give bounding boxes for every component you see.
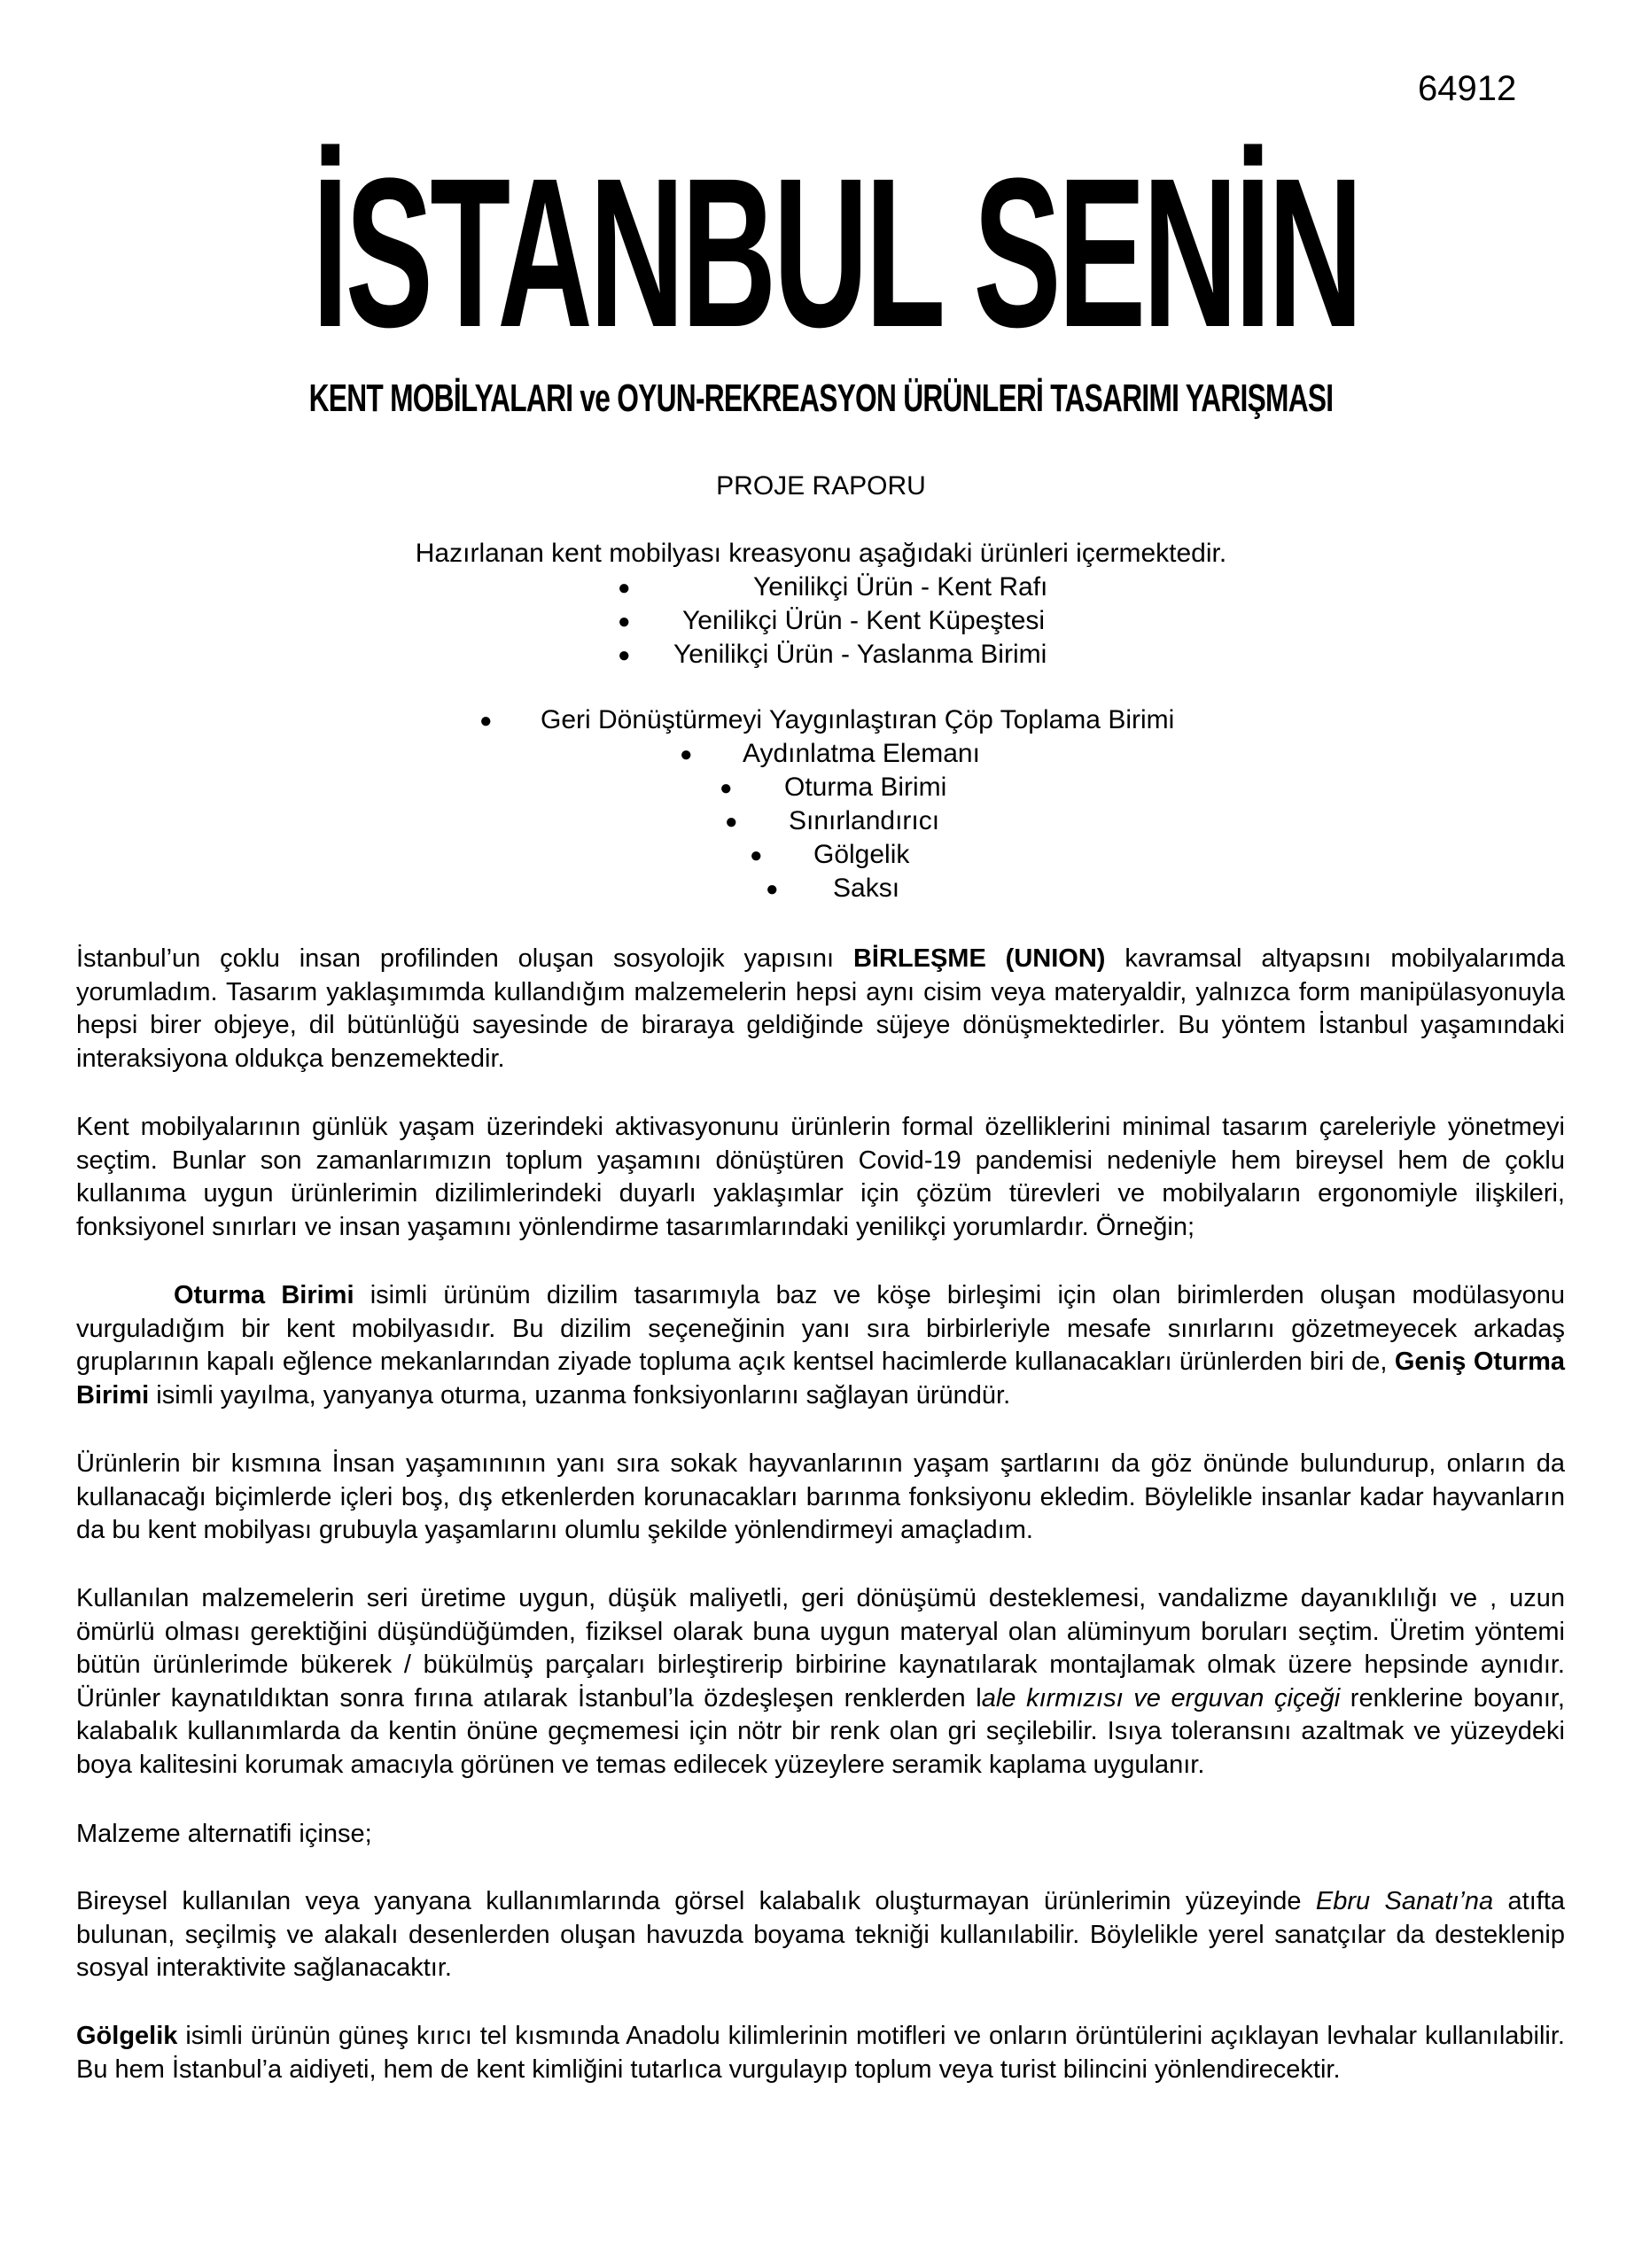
text-run: Kent mobilyalarının günlük yaşam üzerindeki aktivasyonunu ürünlerin formal özelliklerini minimal tasarım çareleriyle yönetmeyi seçtim. Bunlar son zamanlarımızın toplum yaşamını dönüştüren Covid-19 pandemisi nedeniyle hem bireysel hem de çoklu kullanıma uygun ürünlerimin dizilimlerindeki duyarlı yaklaşımlar için çözüm türevleri ve mobilyaların ergonomiyle ilişkileri, fonksiyonel sınırları ve insan yaşamını yönlendirme tasarımlarındaki yenilikçi yorumlardır. Örneğin; [76,1113,1565,1241]
bullet-icon: ● [725,810,738,834]
paragraph-activation [76,1111,1565,1244]
bullet-icon: ● [680,742,693,766]
text-run: Ürünlerin bir kısmına İnsan yaşamınının yanı sıra sokak hayvanlarının yaşam şartlarını da göz önünde bulundurup, onların da kullanacağı biçimlerde içleri boş, dış etkenlerden korunacakları barınma fonksiyonu ekledim. Böylelikle insanlar kadar hayvanların da bu kent mobilyası grubuyla yaşamlarını olumlu şekilde yönlendirmeyi amaçladım. [76,1449,1565,1544]
text-run: kavramsal altyapsını mobilyalarımda yorumladım. Tasarım yaklaşımımda kullandığım malzemelerin hepsi aynı cisim veya materyaldir, yalnızca form manipülasyonuyla hepsi birer objeye, dil bütünlüğü sayesinde de biraraya geldiğinde süjeye dönüşmektedirler. Bu yöntem İstanbul yaşamındaki interaksiyona oldukça benzemektedir. [76,944,1565,1073]
list-item-label: Yenilikçi Ürün - Kent Küpeştesi [682,606,1046,635]
emphasis-union: BİRLEŞME (UNION) [852,944,1106,973]
list-item [0,739,1642,773]
paragraph-ebru [76,1885,1565,1985]
bullet-icon: ● [618,610,631,633]
list-item-label: Aydınlatma Elemanı [743,739,980,768]
document-title: İSTANBUL SENİN [312,134,1360,371]
list-item [0,705,1642,739]
text-run: isimli ürünün güneş kırıcı tel kısmında Anadolu kilimlerinin motifleri ve onların örüntülerini açıklayan levhalar kullanılabilir. Bu hem İstanbul’a aidiyeti, hem de kent kimliğini tutarlıca vurgulayıp toplum veya turist bilincini yönlendirecektir. [76,2022,1565,2084]
bullet-icon: ● [766,877,779,901]
page-number: 64912 [1418,69,1517,108]
text-run: Malzeme alternatifi içinse; [76,1820,372,1848]
list-item-label: Saksı [833,874,900,903]
bullet-icon: ● [720,776,733,800]
bullet-icon: ● [618,576,631,600]
list-item-label: Yenilikçi Ürün - Kent Rafı [753,572,1048,602]
list-item-label: Sınırlandırıcı [789,806,940,835]
paragraph-seating-unit [76,1279,1565,1412]
emphasis-golgelik: Gölgelik [76,2022,178,2050]
list-item-label: Gölgelik [813,840,910,869]
bullet-icon: ● [618,643,631,667]
text-run: İstanbul’un çoklu insan profilinden oluşan sosyolojik yapısını [76,944,853,973]
list-item [0,606,1642,640]
list-item [0,874,1642,907]
list-item [0,806,1642,840]
emphasis-colors: ale kırmızısı ve erguvan çiçeği [981,1683,1341,1713]
document-subtitle: KENT MOBİLYALARI ve OYUN-REKREASYON ÜRÜNLERİ TASARIMI YARIŞMASI [308,377,1334,420]
list-item [0,840,1642,874]
text-run: Kullanılan malzemelerin seri üretime uygun, düşük maliyetli, geri dönüşümü desteklemesi, vandalizme dayanıklılığı ve , uzun ömürlü olması gerektiğini düşündüğümden, fiziksel olarak buna uygun materyal olan alüminyum boruları seçtim. Üretim yöntemi bütün ürünlerimde bükerek / bükülmüş parçaları birleştirerip birbirine kaynatılarak montajlamak olmak üzere hepsinde aynıdır. Ürünler kaynatıldıktan sonra fırına atılarak İstanbul’la özdeşleşen renklerden l [76,1584,1565,1713]
bullet-icon: ● [479,709,493,733]
report-label: PROJE RAPORU [716,471,926,501]
text-run: Bireysel kullanılan veya yanyana kullanımlarında görsel kalabalık oluşturmayan ürünlerimin yüzeyinde [76,1887,1316,1915]
bullet-icon: ● [750,843,763,867]
paragraph-alternative-heading [76,1818,1565,1852]
text-run: atıfta bulunan, seçilmiş ve alakalı desenlerden oluşan havuzda boyama tekniği kullanılabilir. Böylelikle yerel sanatçılar da desteklenip sosyal interaktivite sağlanacaktır. [76,1887,1566,1982]
paragraph-materials [76,1582,1565,1782]
text-run: isimli yayılma, yanyanya oturma, uzanma fonksiyonlarını sağlayan üründür. [149,1380,1011,1410]
emphasis-genis-oturma-birimi: Geniş Oturma Birimi [76,1348,1565,1410]
paragraph-animals [76,1448,1565,1548]
emphasis-ebru: Ebru Sanatı’na [1315,1887,1494,1915]
text-run: renklerine boyanır, kalabalık kullanımlarda da kentin önüne geçmemesi için nötr bir renk olan gri seçilebilir. Isıya toleransını azaltmak ve yüzeydeki boya kalitesini korumak amacıyla görünen ve temas edilecek yüzeylere seramik kaplama uygulanır. [76,1683,1565,1779]
paragraph-union-concept [76,943,1565,1076]
list-item [0,572,1642,606]
list-item-label: Yenilikçi Ürün - Yaslanma Birimi [673,640,1047,669]
list-item [0,773,1642,806]
list-item-label: Oturma Birimi [784,773,947,802]
paragraph-golgelik [76,2020,1565,2086]
list-item-label: Geri Dönüştürmeyi Yaygınlaştıran Çöp Toplama Birimi [541,705,1175,734]
list-item [0,640,1642,673]
text-run: isimli ürünüm dizilim tasarımıyla baz ve köşe birleşimi için olan birimlerden oluşan modülasyonu vurguladığım bir kent mobilyasıdır. Bu dizilim seçeneğinin yanı sıra birbirleriyle mesafe sınırlarını gözetmeyecek arkadaş gruplarının kapalı eğlence mekanlarından ziyade topluma açık kentsel hacimlerde kullanacakları ürünlerden biri de, [76,1281,1565,1376]
intro-text: Hazırlanan kent mobilyası kreasyonu aşağıdaki ürünleri içermektedir. [415,539,1227,568]
emphasis-oturma-birimi: Oturma Birimi [174,1281,354,1309]
